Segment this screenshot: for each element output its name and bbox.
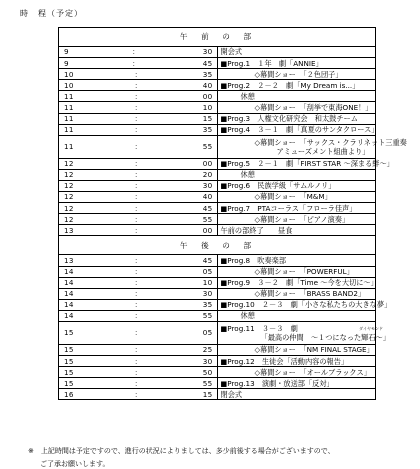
time-cell: 14：30 [59, 288, 218, 299]
schedule-row [59, 389, 376, 400]
afternoon-header: 午 後 の 部 [59, 236, 376, 255]
event-cell [217, 113, 376, 124]
time-cell: 15：55 [59, 378, 218, 389]
event-cell [217, 321, 390, 344]
time-cell: 11：10 [59, 102, 218, 113]
event-text: 開会式 [220, 47, 243, 57]
schedule-row [59, 255, 376, 266]
time-cell: 14：05 [59, 266, 218, 277]
event-text: ◇幕間ショー 「POWERFUL」 [254, 266, 354, 276]
schedule-table [58, 27, 407, 400]
morning-header: 午 前 の 部 [59, 28, 376, 47]
time-cell: 15：25 [59, 344, 218, 355]
event-text: ■Prog.2 ２－２ 劇「My Dream is...」 [220, 80, 360, 90]
event-cell [217, 91, 376, 102]
page-title: 時 程（予定） [20, 9, 83, 18]
time-cell: 15：50 [59, 367, 218, 378]
schedule-row [59, 203, 376, 214]
event-text: ■Prog.1 １年 劇「ANNIE」 [220, 58, 323, 68]
time-cell: 12：30 [59, 180, 218, 191]
event-cell [217, 299, 392, 310]
schedule-row [59, 91, 376, 102]
ruby-base: 輝石 [361, 332, 376, 342]
schedule-row [59, 321, 376, 344]
event-text: 午前の部終了 昼食 [220, 225, 293, 235]
event-cell [217, 255, 376, 266]
time-cell: 11：55 [59, 135, 218, 158]
event-cell [217, 277, 376, 288]
schedule-row [59, 169, 376, 180]
event-cell [217, 344, 376, 355]
time-cell: 13：00 [59, 225, 218, 236]
ruby-reading: ダイヤモンド [359, 325, 384, 331]
event-text: ◇幕間ショー 「オールブラックス」 [254, 367, 371, 377]
schedule-row [59, 277, 376, 288]
schedule-row [59, 180, 376, 191]
event-cell [217, 367, 376, 378]
event-text: ■Prog.8 吹奏楽部 [220, 255, 287, 265]
schedule-row [59, 124, 376, 135]
schedule-row [59, 102, 376, 113]
time-cell: 12：55 [59, 214, 218, 225]
event-cell [217, 192, 376, 203]
event-text: 休憩 [240, 170, 255, 180]
schedule-row [59, 266, 376, 277]
schedule-row [59, 356, 376, 367]
event-text: ■Prog.5 ２－１ 劇「FIRST STAR ～深まる絆～」 [220, 159, 394, 169]
time-cell: 12：20 [59, 169, 218, 180]
time-cell: 11：15 [59, 113, 218, 124]
event-cell [217, 214, 376, 225]
note-line-1: ※ 上記時間は予定ですので、進行の状況によりましては、多少前後する場合がございますので、 [28, 447, 335, 455]
event-subtitle-b: ～」 [375, 332, 390, 342]
event-text: ■Prog.10 ２－３ 劇「小さな私たちの大きな夢」 [220, 300, 392, 310]
time-cell: 13：45 [59, 255, 218, 266]
schedule-row [59, 58, 376, 69]
schedule-row [59, 214, 376, 225]
time-cell: 10：40 [59, 80, 218, 91]
event-text: ◇幕間ショー 「２色団子」 [254, 69, 343, 79]
event-subtitle-a: 「最高の仲間 ～１つになった [260, 332, 362, 342]
event-text: ◇幕間ショー 「NM FINAL STAGE」 [254, 345, 374, 355]
time-cell: 14：55 [59, 310, 218, 321]
event-cell [217, 266, 376, 277]
event-cell [217, 135, 407, 158]
event-cell [217, 225, 376, 236]
time-cell: 9：45 [59, 58, 218, 69]
event-cell [217, 169, 376, 180]
event-text: 休憩 [240, 91, 255, 101]
schedule-row [59, 344, 376, 355]
time-cell: 15：05 [59, 321, 218, 344]
event-cell [217, 158, 394, 169]
event-cell [217, 80, 376, 91]
schedule-row [59, 135, 376, 158]
time-cell: 14：35 [59, 299, 218, 310]
event-subtitle: アミューズメント組曲より」 [276, 146, 370, 156]
event-cell [217, 288, 376, 299]
event-text: ■Prog.12 生徒会「活動内容の報告」 [220, 356, 349, 366]
schedule-row [59, 158, 376, 169]
event-cell [217, 356, 376, 367]
time-cell: 10：35 [59, 69, 218, 80]
event-text: ■Prog.7 PTAコーラス「フローラ佳声」 [220, 203, 357, 213]
schedule-row [59, 192, 376, 203]
time-cell: 9：30 [59, 47, 218, 58]
event-cell [217, 102, 376, 113]
event-cell [217, 378, 376, 389]
event-text: ■Prog.3 人権文化研究会 和太鼓チーム [220, 114, 358, 123]
schedule-row [59, 378, 376, 389]
schedule-row [59, 113, 376, 124]
time-cell: 12：45 [59, 203, 218, 214]
event-text: ■Prog.4 ３－１ 劇「真夏のサンタクロース」 [220, 125, 379, 135]
event-cell [217, 389, 376, 400]
event-text: 閉会式 [220, 389, 243, 399]
event-text: ■Prog.9 ３－２ 劇「Time ～今を大切に～」 [220, 278, 378, 288]
schedule-row [59, 80, 376, 91]
time-cell: 15：30 [59, 356, 218, 367]
event-cell [217, 58, 376, 69]
time-cell: 12：40 [59, 192, 218, 203]
event-cell [217, 203, 376, 214]
event-text: ◇幕間ショー 「サックス・クラリネット三重奏 [254, 137, 407, 147]
event-cell [217, 124, 379, 135]
schedule-row [59, 225, 376, 236]
time-cell: 16：15 [59, 389, 218, 400]
schedule-row [59, 310, 376, 321]
event-text: ◇幕間ショー 「刮挙で東海ONE！」 [254, 102, 373, 112]
event-cell [217, 180, 376, 191]
time-cell: 12：00 [59, 158, 218, 169]
time-cell: 11：00 [59, 91, 218, 102]
event-cell [217, 47, 376, 58]
event-cell [217, 310, 376, 321]
schedule-row [59, 288, 376, 299]
ruby-word [359, 325, 384, 342]
event-cell [217, 69, 376, 80]
time-cell: 14：10 [59, 277, 218, 288]
note-line-2: ご了承お願いします。 [40, 460, 110, 468]
event-text: ◇幕間ショー 「ピアノ演奏」 [254, 214, 350, 224]
event-text: ■Prog.11 ３－３ 劇 [220, 323, 298, 333]
schedule-row [59, 47, 376, 58]
event-text: ◇幕間ショー 「M&M」 [254, 192, 332, 202]
time-cell: 11：35 [59, 124, 218, 135]
schedule-row [59, 69, 376, 80]
event-text: ◇幕間ショー 「BRASS BAND2」 [254, 289, 366, 299]
event-text: ■Prog.6 民族学級「サムルノリ」 [220, 181, 336, 191]
event-text: 休憩 [240, 311, 255, 321]
schedule-row [59, 367, 376, 378]
event-text: ■Prog.13 演劇・放送部「反対」 [220, 378, 334, 388]
schedule-row [59, 299, 376, 310]
